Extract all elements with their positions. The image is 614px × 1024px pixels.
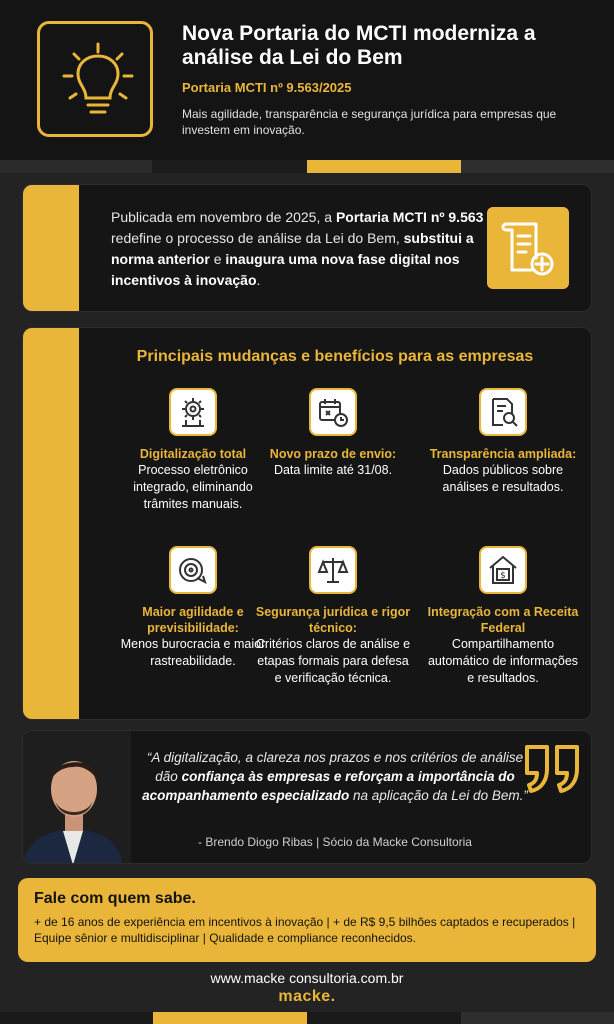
feature-desc: Dados públicos sobre análises e resultados. [442, 463, 564, 494]
feature-title: Transparência ampliada: [429, 447, 577, 461]
stripe-segment-accent [307, 160, 461, 173]
benefits-title: Principais mudanças e benefícios para as empresas [136, 348, 534, 365]
website-link[interactable]: www.macke consultoria.com.br [210, 970, 404, 986]
calendar-clock-icon [309, 388, 357, 436]
svg-text:$: $ [500, 571, 506, 581]
stripe-segment-accent [153, 1012, 307, 1024]
brand-logo: macke. [278, 988, 336, 1005]
divider-stripe [0, 160, 614, 173]
stripe-segment [0, 160, 152, 173]
gear-building-icon [169, 388, 217, 436]
avatar [23, 731, 131, 864]
scales-icon [309, 546, 357, 594]
quote-card [22, 730, 592, 864]
quote-text: “A digitalização, a clareza nos prazos e nos critérios de análise dão confiança às empresas e reforçam a importância do acompanhamento especializado na aplicação da Lei do Bem.” [142, 750, 528, 803]
feature-title: Digitalização total [139, 447, 247, 461]
document-search-icon [479, 388, 527, 436]
accent-bar [23, 185, 79, 311]
feature-item [253, 546, 413, 687]
speed-target-icon [169, 546, 217, 594]
benefits-card [22, 327, 592, 720]
stripe-segment [461, 160, 614, 173]
feature-desc: Menos burocracia e maior rastreabilidade. [120, 637, 266, 668]
feature-item [113, 546, 273, 670]
feature-desc: Processo eletrônico integrado, eliminando trâmites manuais. [133, 463, 253, 511]
document-add-icon [487, 207, 569, 289]
feature-title: Novo prazo de envio: [269, 447, 397, 461]
feature-title: Integração com a Receita Federal [427, 605, 579, 635]
accent-bar [23, 328, 79, 719]
feature-title: Maior agilidade e previsibilidade: [142, 605, 244, 635]
quote-author: - Brendo Diogo Ribas | Sócio da Macke Consultoria [198, 835, 472, 849]
quote-marks-icon [523, 743, 583, 800]
feature-desc: Compartilhamento automático de informações e resultados. [427, 637, 579, 685]
bottom-stripe [0, 1012, 614, 1024]
feature-item [423, 546, 583, 687]
feature-desc: Data limite até 31/08. [273, 463, 393, 477]
header [0, 0, 614, 160]
page-title: Nova Portaria do MCTI moderniza a análise da Lei do Bem [182, 22, 536, 69]
cta-text: + de 16 anos de experiência em incentivos à inovação | + de R$ 9,5 bilhões captados e recuperados | Equipe sênior e multidisciplinar | Qualidade e compliance reconhecidos. [34, 915, 576, 945]
intro-card [22, 184, 592, 312]
dollar-house-icon [479, 546, 527, 594]
feature-desc: Critérios claros de análise e etapas formais para defesa e verificação técnica. [255, 637, 411, 685]
feature-item [423, 388, 583, 496]
feature-item [253, 388, 413, 479]
lightbulb-icon [37, 21, 153, 137]
stripe-segment [461, 1012, 614, 1024]
intro-text: Publicada em novembro de 2025, a Portaria MCTI nº 9.563 redefine o processo de análise da Lei do Bem, substitui a norma anterior e inaugura uma nova fase digital nos incentivos à inovação. [111, 209, 484, 288]
cta-title: Fale com quem sabe. [34, 890, 196, 907]
page-description: Mais agilidade, transparência e segurança jurídica para empresas que investem em inovação. [182, 107, 557, 137]
page-subtitle: Portaria MCTI nº 9.563/2025 [182, 80, 352, 95]
cta-box [18, 878, 596, 962]
feature-item [113, 388, 273, 513]
feature-title: Segurança jurídica e rigor técnico: [255, 605, 411, 635]
